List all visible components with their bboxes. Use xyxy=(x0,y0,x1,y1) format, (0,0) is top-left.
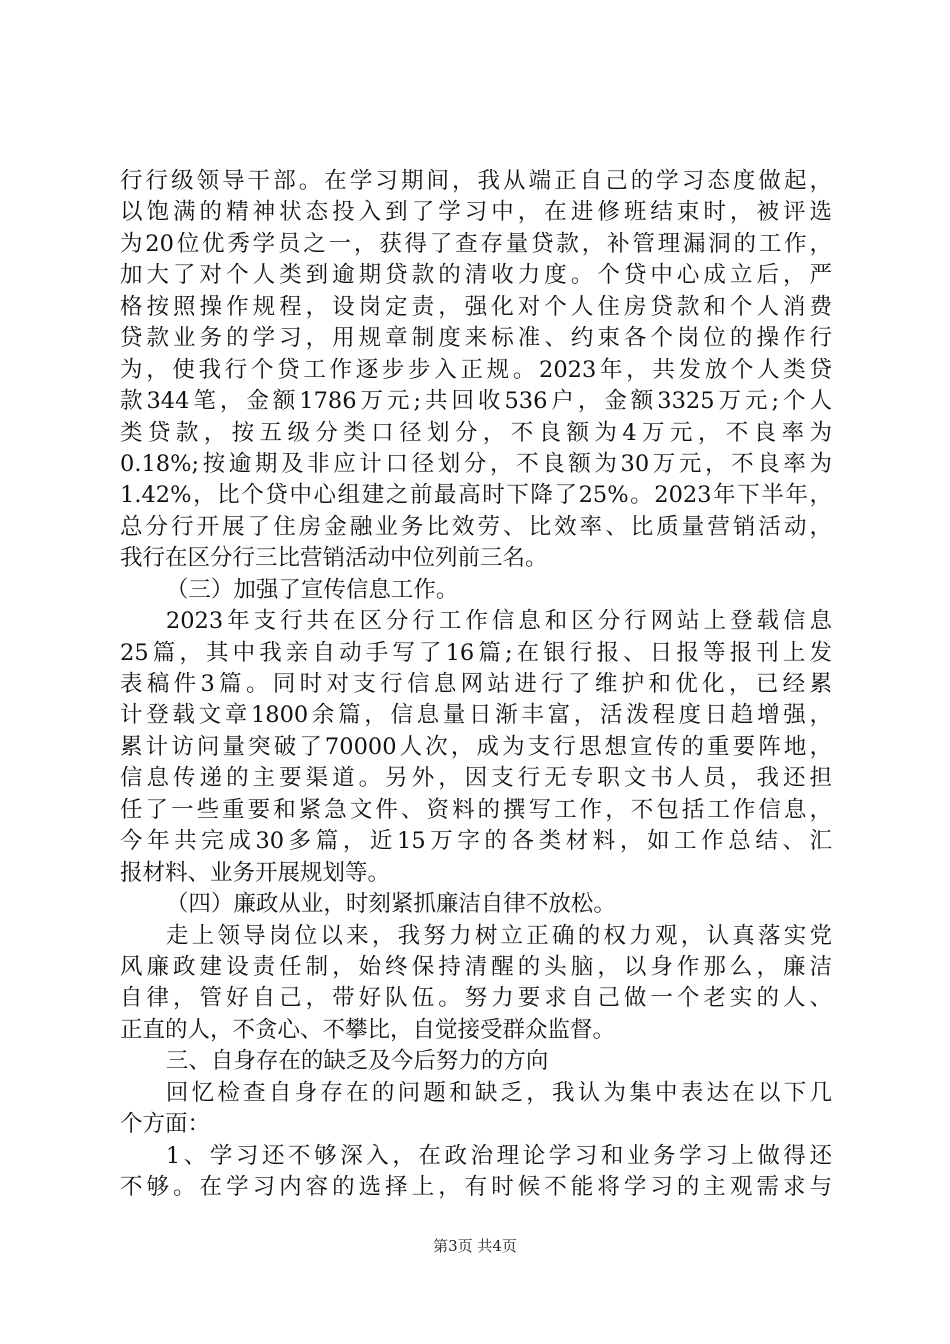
body-text-line: 个方面： xyxy=(120,1111,211,1138)
body-text-line: 款344笔，金额1786万元;共回收536户，金额3325万元;个人 xyxy=(120,388,832,415)
page-footer: 第3页 共4页 xyxy=(433,1237,517,1255)
paragraph-first-line: （三）加强了宣传信息工作。 xyxy=(165,576,459,603)
paragraph-first-line: 1、学习还不够深入，在政治理论学习和业务学习上做得还 xyxy=(165,1142,832,1169)
body-text-line: 25篇，其中我亲自动手写了16篇;在银行报、日报等报刊上发 xyxy=(120,639,832,666)
body-text-line: 今年共完成30多篇，近15万字的各类材料，如工作总结、汇 xyxy=(120,828,832,855)
paragraph-first-line: （四）廉政从业，时刻紧抓廉洁自律不放松。 xyxy=(165,891,616,918)
body-text-line: 信息传递的主要渠道。另外，因支行无专职文书人员，我还担 xyxy=(120,765,832,792)
body-text-line: 1.42%，比个贷中心组建之前最高时下降了25%。2023年下半年， xyxy=(120,482,832,509)
body-text-line: 我行在区分行三比营销活动中位列前三名。 xyxy=(120,545,548,572)
body-text-line: 不够。在学习内容的选择上，有时候不能将学习的主观需求与 xyxy=(120,1174,832,1200)
body-text-line: 自律，管好自己，带好队伍。努力要求自己做一个老实的人、 xyxy=(120,985,832,1012)
body-text-line: 为20位优秀学员之一，获得了查存量贷款，补管理漏洞的工作， xyxy=(120,230,832,257)
paragraph-first-line: 走上领导岗位以来，我努力树立正确的权力观，认真落实党 xyxy=(165,922,832,949)
paragraph-first-line: 回忆检查自身存在的问题和缺乏，我认为集中表达在以下几 xyxy=(165,1079,832,1106)
body-text-line: 加大了对个人类到逾期贷款的清收力度。个贷中心成立后，严 xyxy=(120,262,832,289)
body-text-line: 格按照操作规程，设岗定责，强化对个人住房贷款和个人消费 xyxy=(120,293,832,320)
body-text-line: 正直的人，不贪心、不攀比，自觉接受群众监督。 xyxy=(120,1016,616,1043)
body-text-line: 表稿件3篇。同时对支行信息网站进行了维护和优化，已经累 xyxy=(120,671,832,697)
body-text-line: 累计访问量突破了70000人次，成为支行思想宣传的重要阵地， xyxy=(120,733,832,760)
body-text-line: 风廉政建设责任制，始终保持清醒的头脑，以身作那么，廉洁 xyxy=(120,953,832,980)
document-body xyxy=(120,166,832,1203)
body-text-line: 报材料、业务开展规划等。 xyxy=(120,859,391,886)
body-text-line: 计登载文章1800余篇，信息量日渐丰富，活泼程度日趋增强， xyxy=(120,702,832,729)
paragraph-first-line: 2023年支行共在区分行工作信息和区分行网站上登载信息 xyxy=(165,608,832,635)
body-text-line: 任了一些重要和紧急文件、资料的撰写工作，不包括工作信息， xyxy=(120,796,832,823)
body-text-line: 0.18%;按逾期及非应计口径划分，不良额为30万元，不良率为 xyxy=(120,450,832,477)
body-text-line: 总分行开展了住房金融业务比效劳、比效率、比质量营销活动， xyxy=(120,513,832,540)
body-text-line: 为，使我行个贷工作逐步步入正规。2023年，共发放个人类贷 xyxy=(120,356,832,383)
paragraph-first-line: 三、自身存在的缺乏及今后努力的方向 xyxy=(165,1048,549,1075)
body-text-line: 类贷款，按五级分类口径划分，不良额为4万元，不良率为 xyxy=(120,419,832,446)
body-text-line: 以饱满的精神状态投入到了学习中，在进修班结束时，被评选 xyxy=(120,199,832,226)
body-text-line: 贷款业务的学习，用规章制度来标准、约束各个岗位的操作行 xyxy=(120,325,832,352)
body-text-line: 行行级领导干部。在学习期间，我从端正自己的学习态度做起， xyxy=(120,168,832,194)
